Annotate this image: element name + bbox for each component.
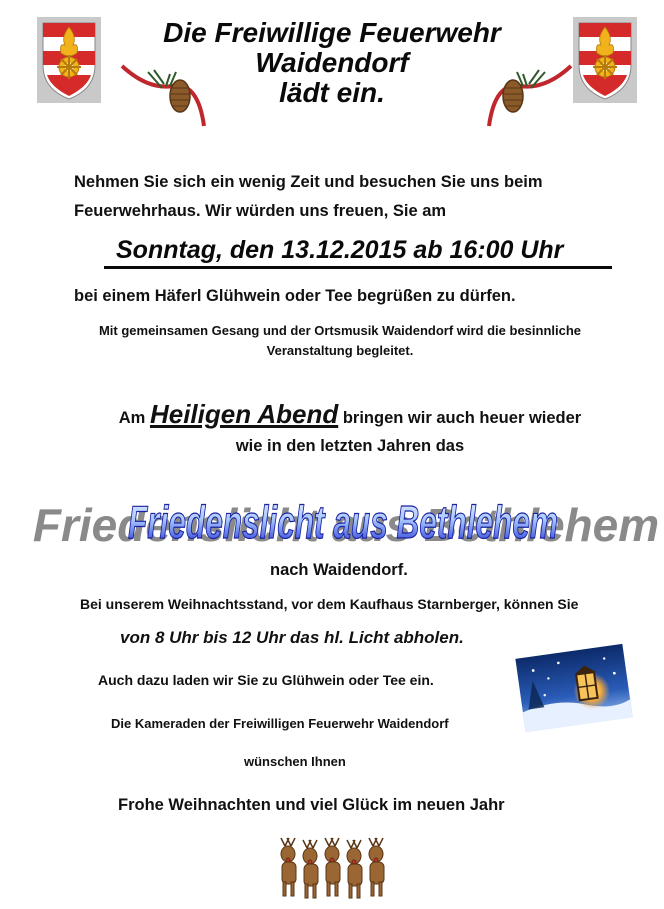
holy-evening-line-2: wie in den letzten Jahren das: [235, 437, 465, 455]
music-note: [40, 321, 640, 361]
event-date: Sonntag, den 13.12.2015 ab 16:00 Uhr: [116, 236, 564, 264]
lantern-snow-photo: [516, 645, 632, 731]
reindeer-group-icon: [275, 836, 393, 900]
peace-light-title: [32, 476, 660, 561]
fire-brigade-crest-icon-right: [573, 17, 637, 103]
holy-evening-prefix: Am: [118, 409, 146, 427]
intro-paragraph: [74, 168, 644, 226]
holy-evening-paragraph: [40, 400, 660, 460]
title-line-3: lädt ein.: [279, 77, 385, 108]
christmas-greeting: Frohe Weihnachten und viel Glück im neuen Jahr: [118, 796, 505, 814]
holy-evening-suffix: bringen wir auch heuer wieder: [342, 409, 582, 427]
comrades-text: Die Kameraden der Freiwilligen Feuerwehr Waidendorf: [111, 716, 449, 731]
date-underline: [104, 266, 612, 269]
title-line-1: Die Freiwillige Feuerwehr: [163, 17, 501, 48]
music-line-1: Mit gemeinsamen Gesang und der Ortsmusik Waidendorf wird die besinnliche: [98, 323, 582, 338]
title-line-2: Waidendorf: [255, 47, 409, 78]
greeting-line: bei einem Häferl Glühwein oder Tee begrüßen zu dürfen.: [74, 287, 516, 305]
stand-text: Bei unserem Weihnachtsstand, vor dem Kaufhaus Starnberger, können Sie: [80, 596, 579, 612]
peace-light-shadow: Friedenslicht aus Bethlehem: [32, 499, 660, 551]
music-line-2: Veranstaltung begleitet.: [266, 343, 414, 358]
peace-light-text: Friedenslicht aus Bethlehem: [128, 496, 558, 548]
holy-evening-highlight: Heiligen Abend: [149, 399, 339, 429]
peace-light-destination: nach Waidendorf.: [270, 561, 408, 579]
invite-text: Auch dazu laden wir Sie zu Glühwein oder Tee ein.: [98, 672, 434, 688]
intro-line-2: Feuerwehrhaus. Wir würden uns freuen, Sie am: [74, 202, 447, 220]
pickup-hours: von 8 Uhr bis 12 Uhr das hl. Licht abholen.: [120, 628, 464, 647]
holy-evening-line-1: [40, 400, 660, 432]
intro-line-1: Nehmen Sie sich ein wenig Zeit und besuchen Sie uns beim: [74, 173, 543, 191]
wish-text: wünschen Ihnen: [244, 754, 346, 769]
page-title: [120, 18, 544, 108]
fire-brigade-crest-icon-left: [37, 17, 101, 103]
